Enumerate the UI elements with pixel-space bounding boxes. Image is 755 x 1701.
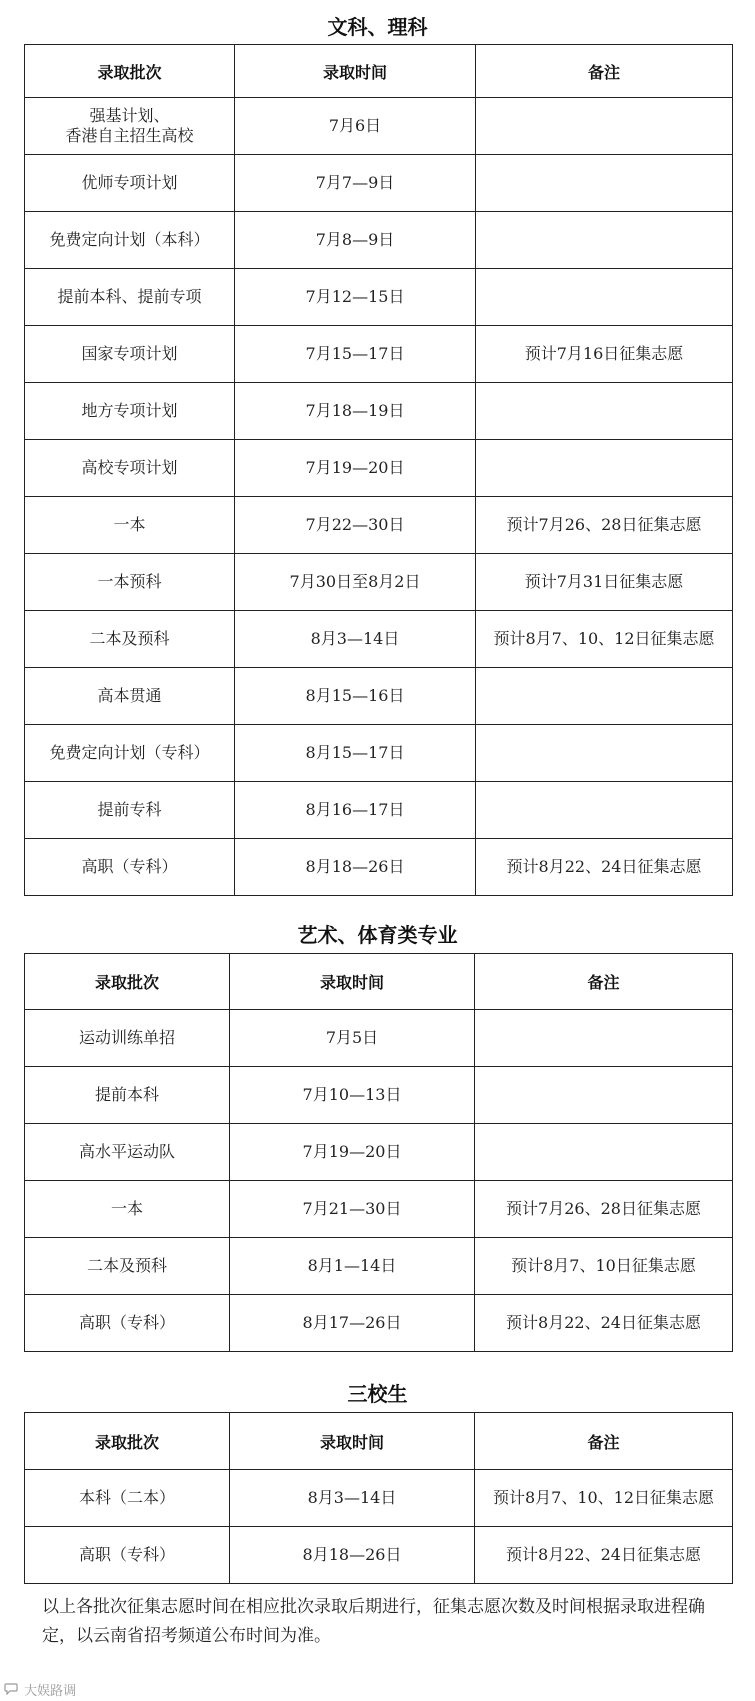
cell-batch: 运动训练单招	[25, 1010, 230, 1067]
cell-notes: 预计7月26、28日征集志愿	[476, 497, 733, 554]
cell-notes	[475, 1010, 733, 1067]
table-header-row	[25, 45, 733, 98]
table-row	[25, 1010, 733, 1067]
cell-notes	[476, 212, 733, 269]
table-row	[25, 782, 733, 839]
cell-time: 7月12—15日	[235, 269, 476, 326]
table-row	[25, 1238, 733, 1295]
cell-time: 7月19—20日	[230, 1124, 475, 1181]
cell-time: 8月15—17日	[235, 725, 476, 782]
table-row	[25, 212, 733, 269]
table-row	[25, 1067, 733, 1124]
cell-batch: 一本	[25, 1181, 230, 1238]
cell-time: 8月17—26日	[230, 1295, 475, 1352]
cell-notes	[475, 1067, 733, 1124]
cell-batch: 本科（二本）	[25, 1470, 230, 1527]
cell-batch: 高职（专科）	[25, 1295, 230, 1352]
cell-notes: 预计7月16日征集志愿	[476, 326, 733, 383]
table-row	[25, 725, 733, 782]
header-time: 录取时间	[230, 954, 475, 1010]
section-title-wenke-like: 文科、理科	[327, 15, 428, 39]
watermark-text: 大娱路调	[24, 1684, 77, 1699]
cell-notes	[476, 440, 733, 497]
table-row	[25, 1295, 733, 1352]
cell-batch: 免费定向计划（本科）	[25, 212, 235, 269]
header-batch: 录取批次	[25, 954, 230, 1010]
cell-time: 7月8—9日	[235, 212, 476, 269]
cell-batch: 高本贯通	[25, 668, 235, 725]
cell-time: 8月16—17日	[235, 782, 476, 839]
schedule-table-arts-sports	[24, 953, 733, 1352]
cell-notes: 预计8月22、24日征集志愿	[476, 839, 733, 896]
table-row	[25, 1527, 733, 1584]
table-row	[25, 155, 733, 212]
speech-bubble-icon	[4, 1683, 18, 1699]
schedule-table-wenke-like	[24, 44, 733, 896]
cell-notes	[476, 98, 733, 155]
cell-notes	[475, 1124, 733, 1181]
section-title-arts-sports: 艺术、体育类专业	[297, 923, 458, 947]
cell-time: 7月19—20日	[235, 440, 476, 497]
section-title-sanxiaosheng: 三校生	[347, 1382, 408, 1406]
cell-batch: 二本及预科	[25, 611, 235, 668]
watermark	[4, 1680, 76, 1699]
cell-notes: 预计8月7、10日征集志愿	[475, 1238, 733, 1295]
header-batch: 录取批次	[25, 1413, 230, 1470]
cell-notes: 预计8月22、24日征集志愿	[475, 1295, 733, 1352]
cell-time: 8月1—14日	[230, 1238, 475, 1295]
cell-time: 8月3—14日	[230, 1470, 475, 1527]
cell-batch: 高职（专科）	[25, 839, 235, 896]
cell-batch: 提前专科	[25, 782, 235, 839]
cell-batch: 提前本科、提前专项	[25, 269, 235, 326]
cell-time: 7月22—30日	[235, 497, 476, 554]
cell-batch: 提前本科	[25, 1067, 230, 1124]
cell-notes	[476, 155, 733, 212]
cell-notes: 预计8月7、10、12日征集志愿	[475, 1470, 733, 1527]
cell-notes	[476, 269, 733, 326]
cell-time: 8月3—14日	[235, 611, 476, 668]
cell-time: 7月7—9日	[235, 155, 476, 212]
table-row	[25, 1181, 733, 1238]
cell-batch: 国家专项计划	[25, 326, 235, 383]
cell-batch: 强基计划、 香港自主招生高校	[25, 98, 235, 155]
table-header-row	[25, 954, 733, 1010]
table-row	[25, 839, 733, 896]
table-row	[25, 668, 733, 725]
cell-batch: 高水平运动队	[25, 1124, 230, 1181]
table-row	[25, 98, 733, 155]
table-row	[25, 497, 733, 554]
table-row	[25, 1124, 733, 1181]
cell-notes: 预计8月7、10、12日征集志愿	[476, 611, 733, 668]
table-row	[25, 269, 733, 326]
schedule-table-sanxiaosheng	[24, 1412, 733, 1584]
table-row	[25, 611, 733, 668]
cell-notes: 预计7月26、28日征集志愿	[475, 1181, 733, 1238]
header-time: 录取时间	[235, 45, 476, 98]
cell-batch: 高职（专科）	[25, 1527, 230, 1584]
header-notes: 备注	[475, 954, 733, 1010]
cell-time: 7月18—19日	[235, 383, 476, 440]
cell-batch: 优师专项计划	[25, 155, 235, 212]
cell-notes: 预计7月31日征集志愿	[476, 554, 733, 611]
cell-batch: 地方专项计划	[25, 383, 235, 440]
cell-time: 7月21—30日	[230, 1181, 475, 1238]
cell-time: 7月15—17日	[235, 326, 476, 383]
cell-batch: 免费定向计划（专科）	[25, 725, 235, 782]
table-row	[25, 440, 733, 497]
cell-notes	[476, 668, 733, 725]
cell-time: 7月30日至8月2日	[235, 554, 476, 611]
cell-batch: 二本及预科	[25, 1238, 230, 1295]
table-row	[25, 554, 733, 611]
cell-time: 7月5日	[230, 1010, 475, 1067]
cell-notes: 预计8月22、24日征集志愿	[475, 1527, 733, 1584]
cell-notes	[476, 383, 733, 440]
cell-notes	[476, 725, 733, 782]
cell-notes	[476, 782, 733, 839]
table-row	[25, 383, 733, 440]
cell-batch: 一本预科	[25, 554, 235, 611]
header-notes: 备注	[476, 45, 733, 98]
table-row	[25, 1470, 733, 1527]
table-row	[25, 326, 733, 383]
cell-time: 8月15—16日	[235, 668, 476, 725]
cell-time: 8月18—26日	[230, 1527, 475, 1584]
footnote: 以上各批次征集志愿时间在相应批次录取后期进行，征集志愿次数及时间根据录取进程确定，以云南省招考频道公布时间为准。	[42, 1597, 705, 1646]
header-notes: 备注	[475, 1413, 733, 1470]
cell-batch: 高校专项计划	[25, 440, 235, 497]
cell-time: 7月10—13日	[230, 1067, 475, 1124]
header-time: 录取时间	[230, 1413, 475, 1470]
cell-batch: 一本	[25, 497, 235, 554]
table-header-row	[25, 1413, 733, 1470]
cell-time: 7月6日	[235, 98, 476, 155]
header-batch: 录取批次	[25, 45, 235, 98]
cell-time: 8月18—26日	[235, 839, 476, 896]
